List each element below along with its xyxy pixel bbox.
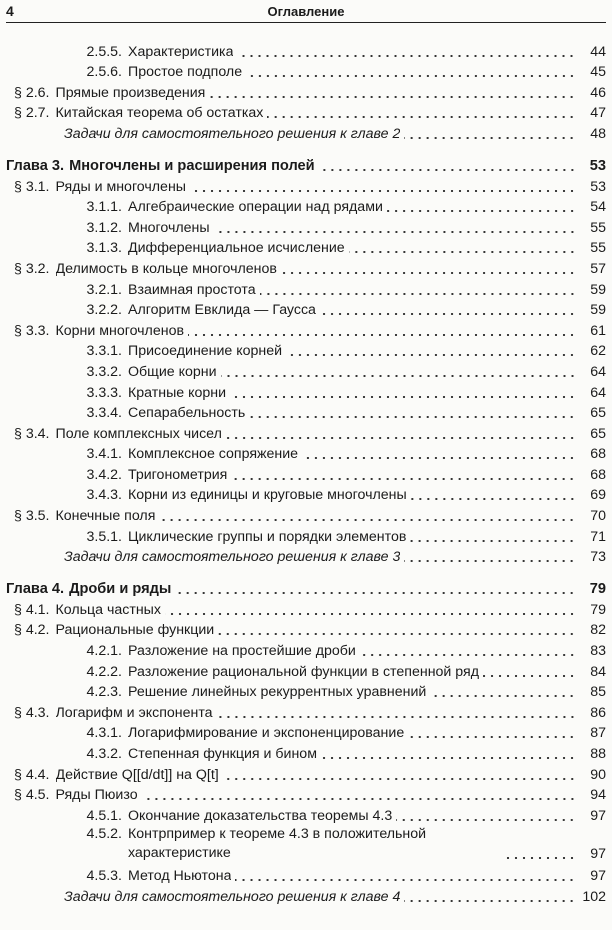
toc-entry[interactable] <box>0 504 612 525</box>
toc-entry-page: 71 <box>590 528 606 545</box>
toc-entry-page: 48 <box>590 125 606 142</box>
toc-entry-number: § 3.4. <box>14 425 50 442</box>
toc-entry[interactable] <box>0 804 612 825</box>
leader-dots <box>387 210 576 212</box>
toc-entry-page: 73 <box>590 549 606 566</box>
toc-entry-title: Корни из единицы и круговые многочлены <box>128 487 407 504</box>
toc-entry-title: Присоединение корней <box>128 343 283 360</box>
toc-entry-title: Логарифмирование и экспоненцирование <box>128 725 405 742</box>
toc-entry-number: § 4.3. <box>14 704 50 721</box>
toc-entry-number: Глава 4. <box>6 581 65 598</box>
toc-entry-title: Поле комплексных чисел <box>55 425 222 442</box>
leader-dots <box>218 633 576 635</box>
leader-dots <box>319 169 576 171</box>
toc-entry-number: 3.4.2. <box>86 466 122 483</box>
toc-entry[interactable] <box>0 61 612 82</box>
leader-dots <box>267 116 576 118</box>
toc-entry-number: § 3.3. <box>14 322 50 339</box>
toc-entry-number: 4.3.1. <box>86 725 122 742</box>
toc-entry-number: 3.1.2. <box>86 219 122 236</box>
toc-entry-page: 68 <box>590 446 606 463</box>
leader-dots <box>260 293 576 295</box>
toc-entry[interactable] <box>0 598 612 619</box>
toc-entry[interactable] <box>0 299 612 320</box>
toc-entry-page: 59 <box>590 281 606 298</box>
leader-dots <box>320 313 576 315</box>
toc-entry-number: 4.5.1. <box>86 807 122 824</box>
toc-entry-title: Многочлены и расширения полей <box>69 157 315 174</box>
toc-entry-page: 62 <box>590 343 606 360</box>
leader-dots <box>411 498 576 500</box>
toc-entry-number: 3.2.1. <box>86 281 122 298</box>
toc-entry-title: Ряды Пюизо <box>55 787 138 804</box>
leader-dots <box>360 654 576 656</box>
running-title: Оглавление <box>267 4 345 19</box>
leader-dots <box>142 798 576 800</box>
toc-entry-title: Алгоритм Евклида — Гаусса <box>128 302 316 319</box>
toc-entry-number: 4.2.1. <box>86 643 122 660</box>
leader-dots <box>175 592 576 594</box>
toc-entry-number: § 3.1. <box>14 178 50 195</box>
leader-dots <box>223 778 576 780</box>
toc-entry[interactable] <box>0 722 612 743</box>
toc-entry-title: Кратные корни <box>128 384 227 401</box>
toc-entry-page: 86 <box>590 704 606 721</box>
toc-entry[interactable] <box>0 81 612 102</box>
toc-entry-title: Общие корни <box>128 363 217 380</box>
toc-entry[interactable] <box>0 102 612 123</box>
leader-dots <box>246 75 576 77</box>
toc-entry-page: 97 <box>590 868 606 885</box>
toc-entry-page: 87 <box>590 725 606 742</box>
toc-entry[interactable] <box>0 865 612 886</box>
leader-dots <box>230 396 576 398</box>
leader-dots <box>235 879 576 881</box>
toc-entry-page: 85 <box>590 684 606 701</box>
toc-entry[interactable] <box>0 546 612 567</box>
toc-entry-title: Задачи для самостоятельного решения к главе 2 <box>64 125 401 142</box>
toc-entry-page: 61 <box>590 322 606 339</box>
toc-entry-number: 2.5.6. <box>86 64 122 81</box>
toc-entry-title: Прямые произведения <box>55 84 206 101</box>
toc-entry-page: 55 <box>590 240 606 257</box>
toc-entry-page: 97 <box>590 845 606 862</box>
toc-entry-page: 82 <box>590 622 606 639</box>
toc-entry-title: Характеристика <box>128 43 234 60</box>
toc-entry-number: 3.1.1. <box>86 199 122 216</box>
toc-entry[interactable] <box>0 701 612 722</box>
toc-entry-number: 3.3.1. <box>86 343 122 360</box>
toc-entry-number: 3.2.2. <box>86 302 122 319</box>
toc-entry-title: Кольца частных <box>55 601 161 618</box>
toc-entry-title: Конечные поля <box>55 508 156 525</box>
toc-entry-title: Действие Q[[d/dt]] на Q[t] <box>55 766 219 783</box>
toc-entry-title: Циклические группы и порядки элементов <box>128 528 407 545</box>
toc-entry-number: § 3.2. <box>14 260 50 277</box>
toc-entry[interactable] <box>0 619 612 640</box>
leader-dots <box>237 55 576 57</box>
leader-dots <box>430 695 576 697</box>
toc-entry-title: Комплексное сопряжение <box>128 446 299 463</box>
leader-dots <box>321 757 576 759</box>
toc-entry-page: 88 <box>590 746 606 762</box>
toc-entry-number: 4.5.3. <box>86 868 122 885</box>
leader-dots <box>286 354 576 356</box>
toc-entry[interactable] <box>0 742 612 763</box>
leader-dots <box>404 900 576 902</box>
toc-entry-page: 64 <box>590 384 606 401</box>
toc-entry-page: 46 <box>590 84 606 101</box>
leader-dots <box>214 231 576 233</box>
leader-dots <box>281 272 576 274</box>
toc-entry[interactable] <box>0 484 612 505</box>
leader-dots <box>408 736 576 738</box>
toc-entry-title: Взаимная простота <box>128 281 256 298</box>
toc-entry-page: 79 <box>589 581 606 598</box>
toc-entry-number: § 4.1. <box>14 601 50 618</box>
leader-dots <box>209 96 576 98</box>
toc-entry-page: 69 <box>590 487 606 504</box>
toc-entry-page: 97 <box>590 807 606 824</box>
toc-entry-page: 44 <box>590 43 606 60</box>
toc-entry-page: 59 <box>590 302 606 319</box>
toc-entry-number: § 4.4. <box>14 766 50 783</box>
toc-entry[interactable] <box>0 885 612 906</box>
toc-entry-number: 2.5.5. <box>86 43 122 60</box>
toc-entry-title: Китайская теорема об остатках <box>55 105 264 122</box>
toc-entry[interactable] <box>0 40 612 61</box>
toc-entry[interactable] <box>0 681 612 702</box>
toc-entry[interactable] <box>0 763 612 784</box>
toc-entry[interactable] <box>0 151 612 175</box>
leader-dots <box>221 375 577 377</box>
leader-dots <box>231 478 576 480</box>
toc-entry[interactable] <box>0 574 612 598</box>
leader-dots <box>502 857 576 859</box>
toc-entry[interactable] <box>0 525 612 546</box>
leader-dots <box>483 675 576 677</box>
page-number: 4 <box>6 3 14 19</box>
toc-entry-title: Контрпример к теореме 4.3 в положительной характеристике <box>128 825 427 861</box>
toc-entry-page: 45 <box>590 64 606 81</box>
toc-entry-title: Логарифм и экспонента <box>55 704 213 721</box>
toc-entry-number: § 2.6. <box>14 84 50 101</box>
toc-entry-page: 90 <box>590 766 606 783</box>
toc-entry-page: 102 <box>582 888 606 905</box>
toc-entry-page: 83 <box>590 643 606 660</box>
toc-entry-page: 79 <box>590 601 606 618</box>
toc-entry-page: 94 <box>590 787 606 804</box>
leader-dots <box>410 540 576 542</box>
toc-entry[interactable] <box>0 196 612 217</box>
toc-entry[interactable] <box>0 175 612 196</box>
toc-entry-number: Глава 3. <box>6 157 65 174</box>
toc-entry-title: Простое подполе <box>128 64 243 81</box>
leader-dots <box>226 437 576 439</box>
toc-entry[interactable] <box>0 402 612 423</box>
toc-entry-number: § 4.2. <box>14 622 50 639</box>
toc-entry[interactable] <box>0 122 612 143</box>
toc-entry[interactable] <box>0 422 612 443</box>
toc-entry[interactable] <box>0 825 612 865</box>
toc-entry-number: § 4.5. <box>14 787 50 804</box>
toc-entry-number: 4.2.3. <box>86 684 122 701</box>
toc-entry[interactable] <box>0 340 612 361</box>
toc-entry[interactable] <box>0 639 612 660</box>
toc-entry-title: Степенная функция и бином <box>128 746 317 762</box>
toc-entry-page: 55 <box>590 219 606 236</box>
toc-entry-title: Делимость в кольце многочленов <box>55 260 277 277</box>
toc-entry-number: 3.4.3. <box>86 487 122 504</box>
toc-entry-page: 70 <box>590 508 606 525</box>
toc-entry-number: 4.5.2. <box>86 825 122 842</box>
toc-entry[interactable] <box>0 463 612 484</box>
toc-entry[interactable] <box>0 443 612 464</box>
leader-dots <box>349 251 576 253</box>
leader-dots <box>188 334 576 336</box>
toc-entry-title: Рациональные функции <box>55 622 215 639</box>
toc-entry[interactable] <box>0 278 612 299</box>
toc-entry-number: § 3.5. <box>14 508 50 525</box>
toc-entry-page: 65 <box>590 405 606 422</box>
toc-entry-title: Корни многочленов <box>55 322 184 339</box>
toc-entry-title: Задачи для самостоятельного решения к главе 3 <box>64 549 401 566</box>
toc-entry-page: 65 <box>590 425 606 442</box>
toc-entry-page: 53 <box>589 157 606 174</box>
toc-entry[interactable] <box>0 257 612 278</box>
toc-entry-number: 3.3.3. <box>86 384 122 401</box>
toc-entry-title: Ряды и многочлены <box>55 178 186 195</box>
toc-entry-title: Метод Ньютона <box>128 868 232 885</box>
toc-entry-title: Решение линейных рекуррентных уравнений <box>128 684 427 701</box>
table-of-contents <box>0 40 612 906</box>
toc-entry[interactable] <box>0 784 612 805</box>
toc-entry-number: 3.3.2. <box>86 363 122 380</box>
toc-entry[interactable] <box>0 319 612 340</box>
toc-entry-page: 84 <box>590 663 606 680</box>
leader-dots <box>190 190 576 192</box>
toc-entry-page: 54 <box>590 199 606 216</box>
page-header <box>6 2 606 23</box>
toc-entry-title: Многочлены <box>128 219 210 236</box>
toc-entry-number: 4.3.2. <box>86 746 122 762</box>
leader-dots <box>165 613 576 615</box>
toc-entry-title: Сепарабельность <box>128 405 246 422</box>
toc-entry-title: Задачи для самостоятельного решения к главе 4 <box>64 888 401 905</box>
leader-dots <box>396 819 576 821</box>
leader-dots <box>404 560 576 562</box>
toc-entry-number: § 2.7. <box>14 105 50 122</box>
toc-entry-number: 3.3.4. <box>86 405 122 422</box>
toc-entry-title: Окончание доказательства теоремы 4.3 <box>128 807 393 824</box>
toc-entry-title: Разложение на простейшие дроби <box>128 643 356 660</box>
toc-entry-number: 3.4.1. <box>86 446 122 463</box>
toc-entry-number: 4.2.2. <box>86 663 122 680</box>
toc-entry-page: 47 <box>590 105 606 122</box>
toc-entry-title: Дроби и ряды <box>69 581 172 598</box>
toc-entry-number: 3.1.3. <box>86 240 122 257</box>
leader-dots <box>159 519 576 521</box>
leader-dots <box>249 416 576 418</box>
toc-entry-page: 53 <box>590 178 606 195</box>
toc-entry-number: 3.5.1. <box>86 528 122 545</box>
toc-entry[interactable] <box>0 660 612 681</box>
toc-entry-page: 68 <box>590 466 606 483</box>
toc-entry[interactable] <box>0 216 612 237</box>
toc-entry-page: 64 <box>590 363 606 380</box>
leader-dots <box>404 137 576 139</box>
leader-dots <box>302 457 576 459</box>
toc-entry-title: Разложение рациональной функции в степенной ряд <box>128 663 479 680</box>
toc-entry-title: Дифференциальное исчисление <box>128 240 345 257</box>
toc-entry[interactable] <box>0 237 612 258</box>
toc-entry[interactable] <box>0 381 612 402</box>
leader-dots <box>217 716 576 718</box>
toc-entry-page: 57 <box>590 260 606 277</box>
toc-entry-title: Алгебраические операции над рядами <box>128 199 383 216</box>
toc-entry[interactable] <box>0 360 612 381</box>
toc-entry-title: Тригонометрия <box>128 466 228 483</box>
